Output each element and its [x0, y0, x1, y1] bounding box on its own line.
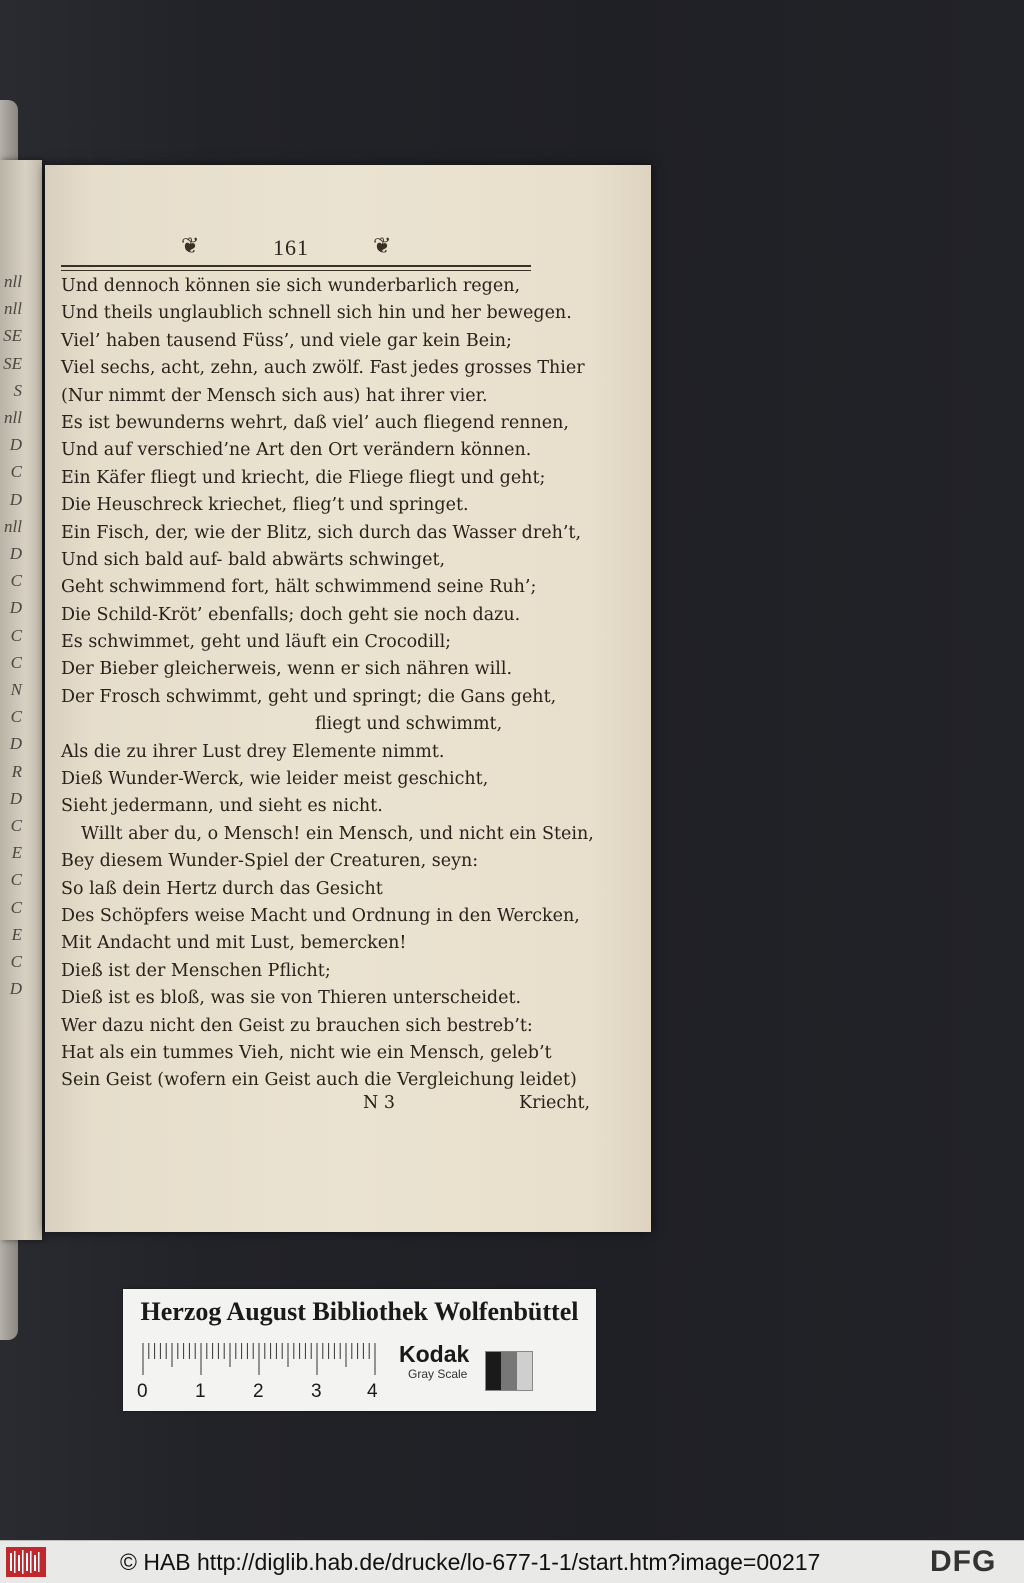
scale-label: 1 — [195, 1381, 206, 1402]
footer-bar — [0, 1540, 1024, 1583]
previous-page-glyph: C — [10, 625, 22, 645]
text-line: Dieß ist es bloß, was sie von Thieren unterscheidet. — [61, 988, 522, 1009]
text-line: Viel’ haben tausend Füss’, und viele gar kein Bein; — [61, 330, 512, 351]
text-line: Ein Fisch, der, wie der Blitz, sich durch das Wasser dreh’t, — [61, 522, 582, 543]
text-line: Und dennoch können sie sich wunderbarlich regen, — [61, 276, 521, 296]
previous-page-glyph: C — [10, 897, 22, 917]
text-line: Dieß Wunder-Werck, wie leider meist geschicht, — [61, 769, 489, 790]
previous-page-glyph: nll — [4, 516, 22, 536]
previous-page-glyph: C — [10, 652, 22, 672]
previous-page-glyph: D — [9, 598, 22, 618]
scale-label: 2 — [253, 1381, 264, 1402]
gray-swatch-patch — [486, 1352, 501, 1390]
text-line: Die Heuschreck kriechet, flieg’t und springet. — [61, 495, 469, 516]
previous-page-glyph: C — [10, 870, 22, 890]
text-line: Der Frosch schwimmt, geht und springt; die Gans geht, — [61, 686, 557, 707]
scale-ruler — [141, 1343, 381, 1379]
header-rule — [61, 265, 531, 271]
text-line: Der Bieber gleicherweis, wenn er sich nähren will. — [61, 659, 513, 680]
book-page — [45, 165, 651, 1232]
previous-page-glyph: R — [11, 761, 22, 781]
previous-page-glyph: C — [10, 571, 22, 591]
previous-page-glyph: nll — [4, 299, 22, 319]
text-line: So laß dein Hertz durch das Gesicht — [61, 878, 383, 899]
text-line: Bey diesem Wunder-Spiel der Creaturen, seyn: — [61, 851, 479, 872]
color-target-card — [123, 1289, 596, 1411]
library-title: Herzog August Bibliothek Wolfenbüttel — [140, 1297, 579, 1326]
signature-mark: N 3 — [363, 1093, 396, 1113]
text-line: Wer dazu nicht den Geist zu brauchen sich bestreb’t: — [61, 1015, 533, 1036]
hab-barcode-logo-icon — [6, 1547, 46, 1577]
grayscale-label: Gray Scale — [408, 1367, 468, 1381]
previous-page-glyph: S — [13, 380, 22, 400]
text-line: Die Schild-Kröt’ ebenfalls; doch geht sie noch dazu. — [61, 604, 521, 625]
text-line: Es schwimmet, geht und läuft ein Crocodill; — [61, 632, 452, 653]
kodak-logo: Kodak — [399, 1341, 470, 1367]
previous-page-glyph: D — [9, 544, 22, 563]
text-line: (Nur nimmt der Mensch sich aus) hat ihrer vier. — [61, 385, 488, 406]
fleuron-ornament-icon: ❦ — [373, 233, 392, 258]
scale-label: 0 — [137, 1381, 148, 1402]
previous-page-glyph: C — [10, 462, 22, 482]
previous-page-glyph: C — [10, 952, 22, 971]
text-line: Dieß ist der Menschen Pflicht; — [61, 960, 331, 981]
previous-page-glyph: D — [9, 489, 22, 509]
text-line: Und theils unglaublich schnell sich hin und her bewegen. — [61, 303, 572, 324]
previous-page-glyph: D — [9, 788, 22, 808]
previous-page-glyph: E — [11, 924, 22, 944]
previous-page-glyph: D — [9, 435, 22, 455]
text-line: Und auf verschied’ne Art den Ort verändern können. — [61, 440, 532, 461]
previous-page-glyph: D — [9, 979, 22, 999]
text-line: Des Schöpfers weise Macht und Ordnung in den Wercken, — [61, 905, 580, 926]
text-line: Viel sechs, acht, zehn, auch zwölf. Fast jedes grosses Thier — [61, 358, 585, 379]
text-line: fliegt und schwimmt, — [315, 714, 503, 735]
text-line: Und sich bald auf- bald abwärts schwinget, — [61, 549, 446, 570]
previous-page-glyph: SE — [3, 326, 22, 346]
previous-page-glyph: D — [9, 734, 22, 754]
text-line: Es ist bewunderns wehrt, daß viel’ auch fliegend rennen, — [61, 412, 569, 433]
previous-page-glyph: SE — [3, 353, 22, 373]
catchword: Kriecht, — [519, 1093, 591, 1113]
text-line: Sein Geist (wofern ein Geist auch die Vergleichung leidet) — [61, 1070, 577, 1091]
poem-text — [61, 273, 594, 1095]
text-line: Geht schwimmend fort, hält schwimmend seine Ruh’; — [61, 577, 537, 598]
scale-label: 3 — [311, 1381, 322, 1402]
text-line: Willt aber du, o Mensch! ein Mensch, und nicht ein Stein, — [81, 823, 594, 844]
gray-swatch-patch — [517, 1352, 532, 1390]
dfg-logo: DFG — [930, 1545, 997, 1578]
footer-copyright: © HAB http://diglib.hab.de/drucke/lo-677-1-1/start.htm?image=00217 — [120, 1549, 821, 1575]
previous-page-glyph: N — [10, 680, 22, 699]
text-line: Ein Käfer fliegt und kriecht, die Fliege fliegt und geht; — [61, 467, 546, 488]
previous-page-glyph: nll — [4, 408, 22, 427]
previous-page-glyph: E — [11, 843, 22, 863]
previous-page-edge — [0, 160, 42, 1240]
page-header — [61, 233, 531, 263]
gray-swatch-patch — [501, 1352, 516, 1390]
scale-label: 4 — [367, 1381, 378, 1402]
previous-page-glyph: nll — [4, 272, 22, 291]
gray-swatch — [485, 1351, 533, 1391]
text-line: Hat als ein tummes Vieh, nicht wie ein Mensch, geleb’t — [61, 1042, 552, 1063]
previous-page-glyph: C — [10, 816, 22, 835]
text-line: Mit Andacht und mit Lust, bemercken! — [61, 933, 407, 954]
page-number: 161 — [273, 235, 309, 260]
previous-page-glyph: C — [10, 707, 22, 727]
text-line: Sieht jedermann, und sieht es nicht. — [61, 796, 383, 817]
text-line: Als die zu ihrer Lust drey Elemente nimmt. — [61, 741, 445, 762]
fleuron-ornament-icon: ❦ — [181, 233, 200, 258]
